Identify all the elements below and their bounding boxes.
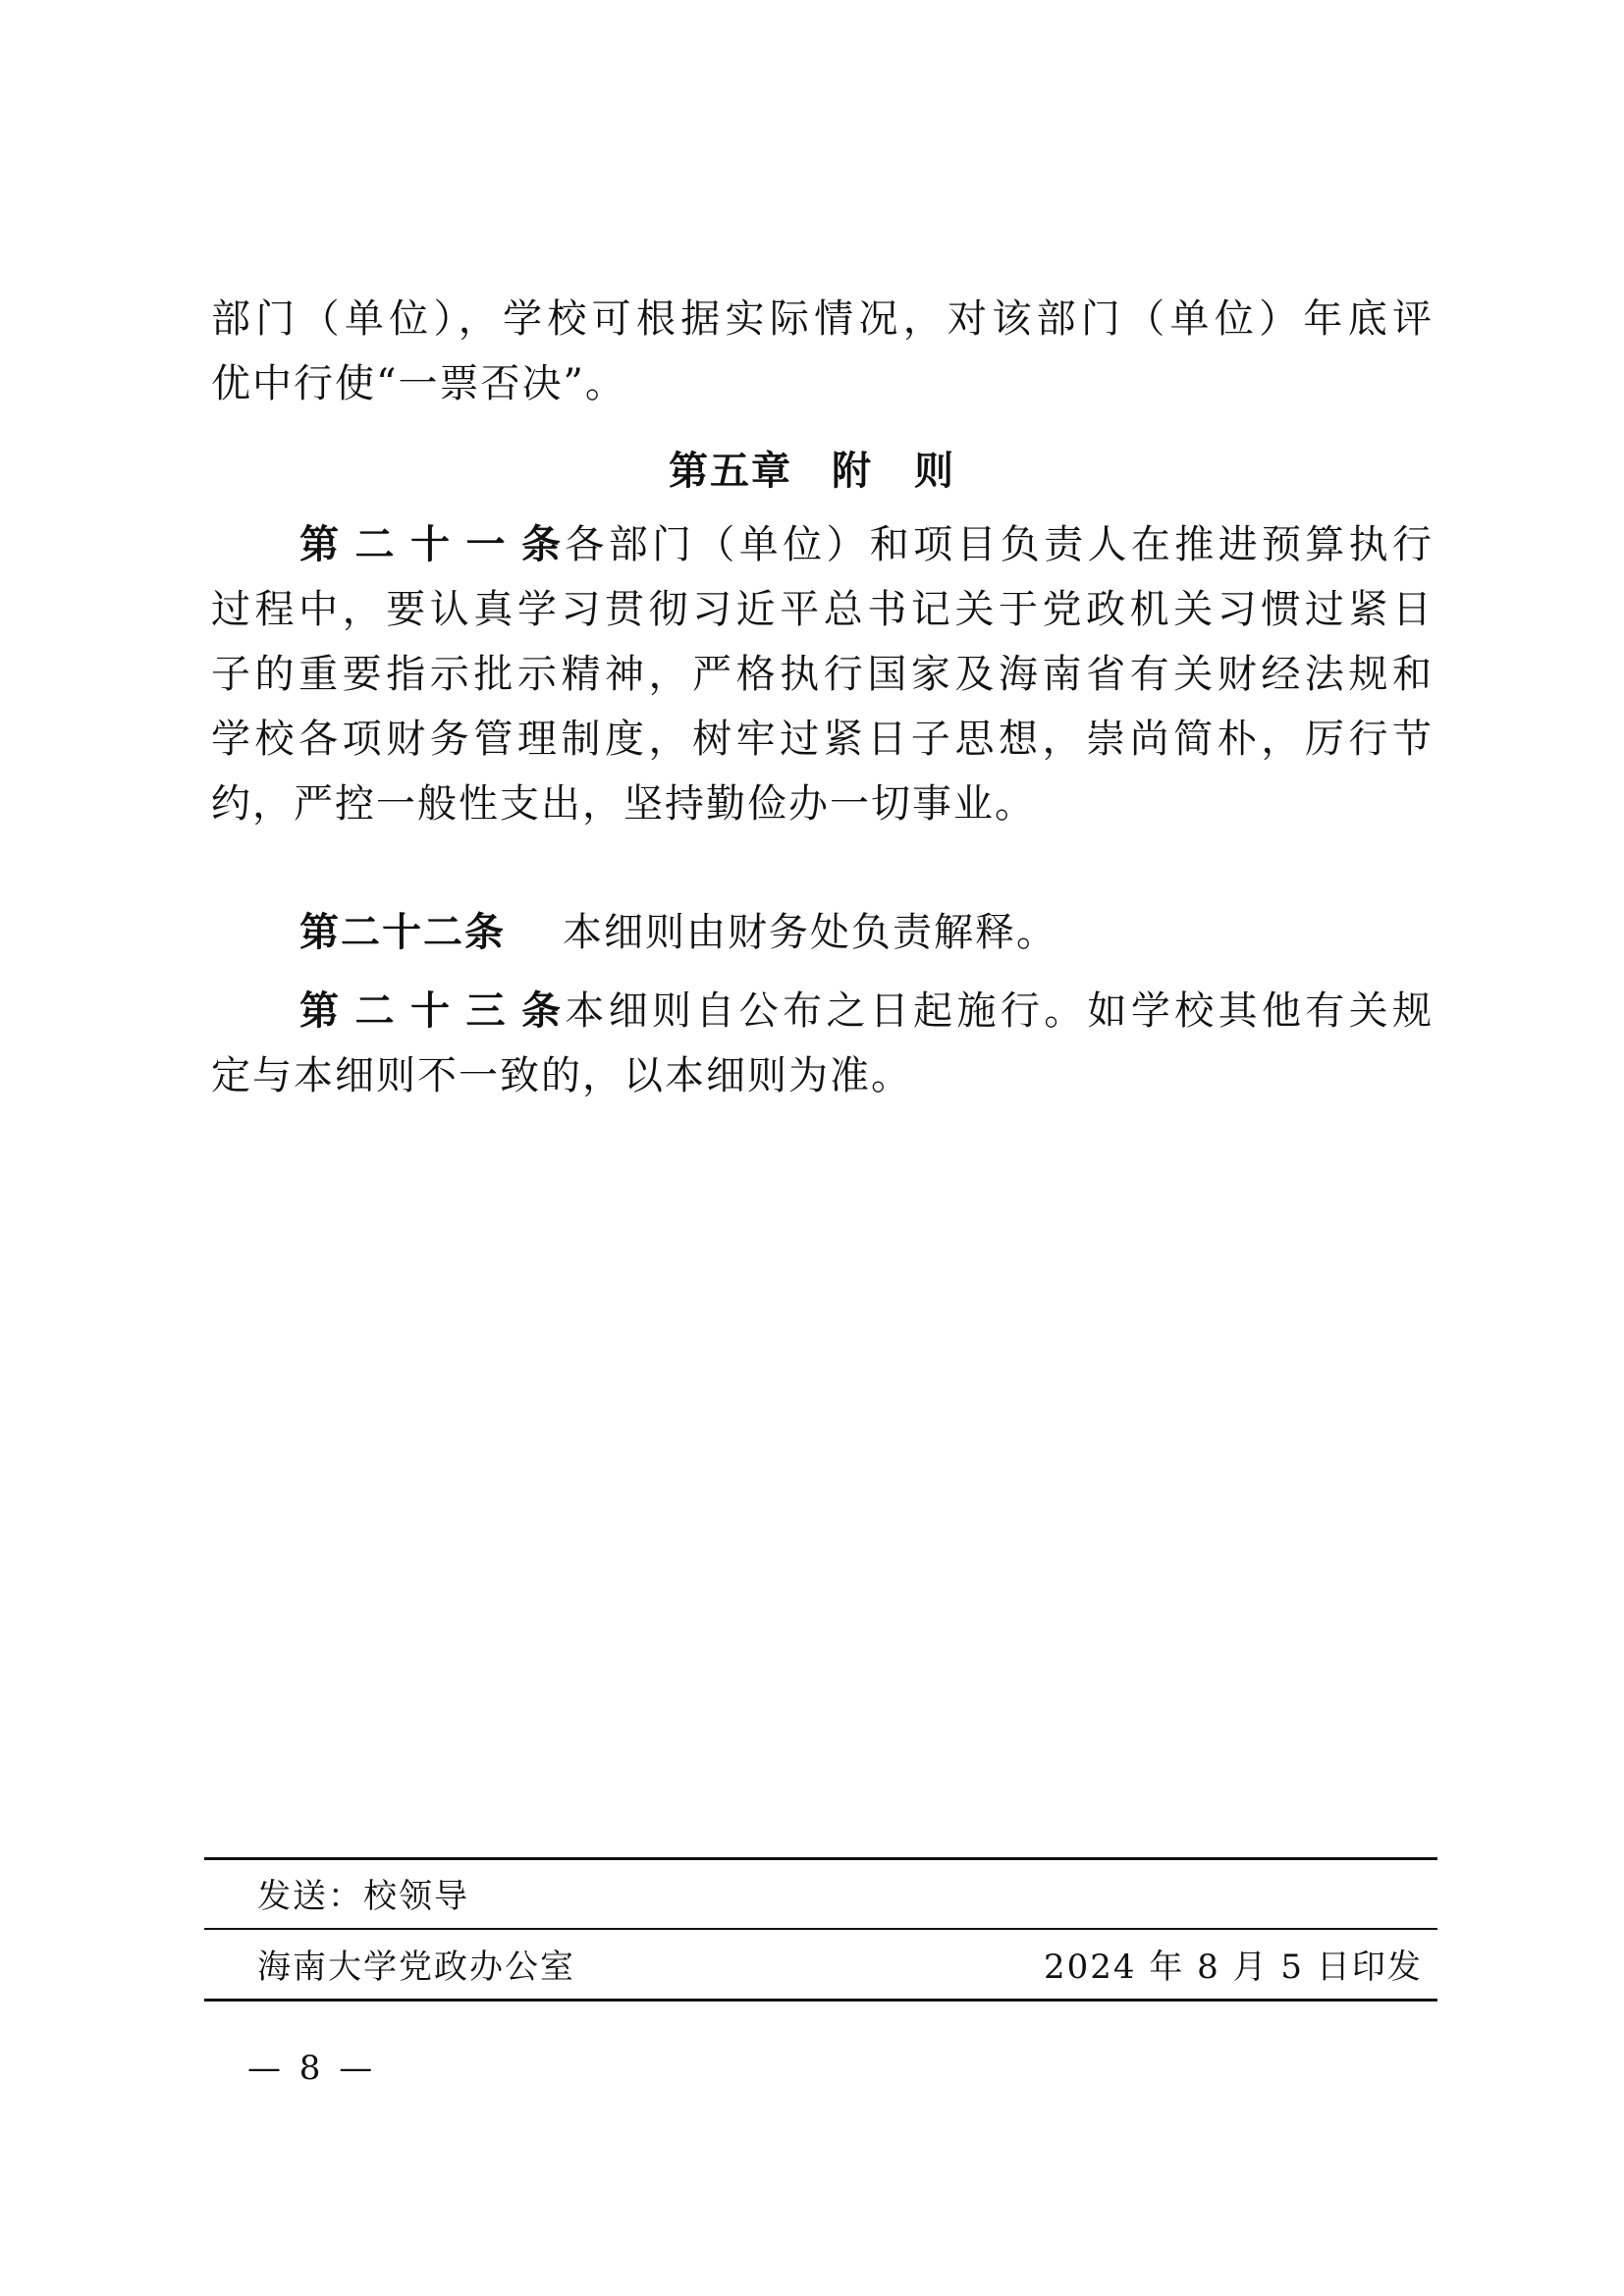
article-22-text: 本细则由财务处负责解释。 [563, 910, 1057, 955]
page-number: — 8 — [247, 2049, 377, 2088]
issue-date: 2024 年 8 月 5 日印发 [1044, 1948, 1423, 1987]
article-23-first-line [211, 982, 1434, 1041]
article-23-label: 第二十三条 [299, 988, 563, 1034]
article-22-first-line [211, 903, 1057, 962]
chapter-heading [0, 442, 1624, 501]
footer-middle-rule [204, 1928, 1437, 1930]
article-21-first-line [211, 515, 1434, 574]
article-21-label: 第二十一条 [299, 522, 563, 567]
article-21-line-2: 过程中，要认真学习贯彻习近平总书记关于党政机关习惯过紧日 [211, 587, 1434, 632]
continuation-line-2: 优中行使“一票否决”。 [211, 361, 626, 406]
chapter-title: 附 则 [832, 449, 955, 494]
article-23-line-2: 定与本细则不一致的，以本细则为准。 [211, 1053, 912, 1098]
article-21-text: 各部门（单位）和项目负责人在推进预算执行 [563, 522, 1434, 567]
issuing-office: 海南大学党政办公室 [257, 1948, 575, 1987]
article-22-label: 第二十二条 [299, 910, 506, 955]
article-21-line-5: 约，严控一般性支出，坚持勤俭办一切事业。 [211, 781, 1036, 827]
footer-top-rule [204, 1857, 1437, 1860]
send-to-line: 发送：校领导 [257, 1877, 469, 1916]
article-21-line-3: 子的重要指示批示精神，严格执行国家及海南省有关财经法规和 [211, 652, 1434, 697]
article-21-line-4: 学校各项财务管理制度，树牢过紧日子思想，崇尚简朴，厉行节 [211, 717, 1434, 762]
footer-bottom-rule [204, 1999, 1437, 2002]
chapter-number: 第五章 [669, 449, 792, 494]
article-23-text: 本细则自公布之日起施行。如学校其他有关规 [563, 988, 1434, 1034]
continuation-line-1: 部门（单位），学校可根据实际情况，对该部门（单位）年底评 [211, 296, 1434, 342]
